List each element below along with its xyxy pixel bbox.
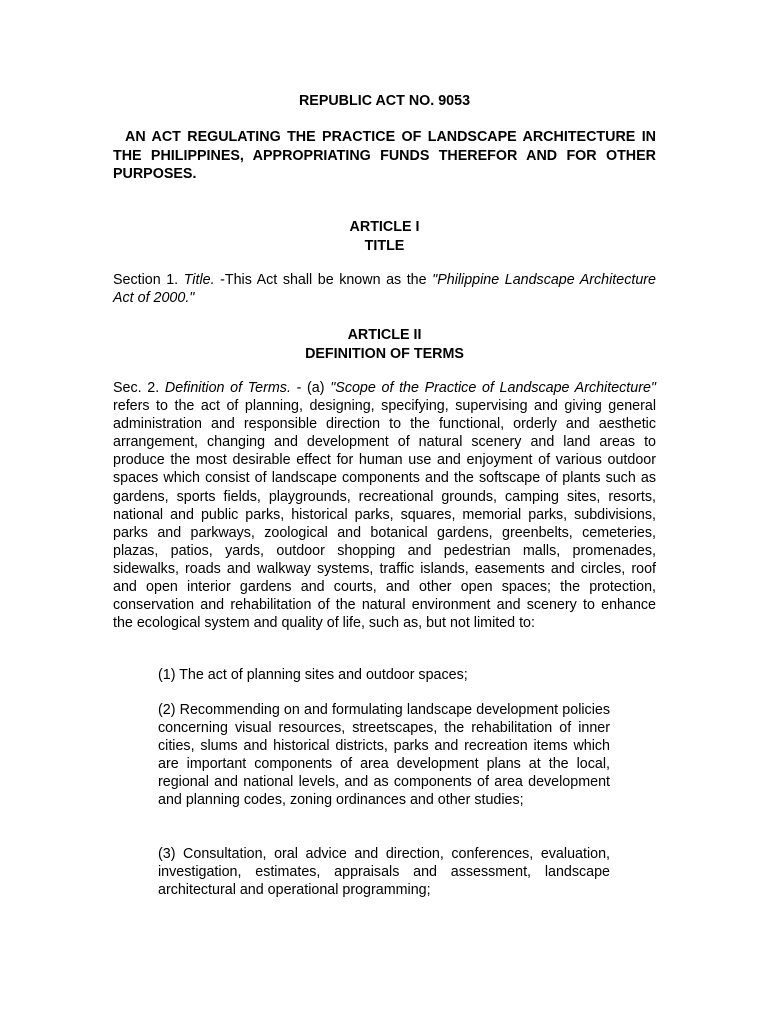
article-2-heading bbox=[113, 326, 656, 363]
section-2-label: Sec. 2. bbox=[113, 380, 165, 396]
section-1-text: -This Act shall be known as the bbox=[214, 272, 433, 288]
article-1-number: ARTICLE I bbox=[349, 219, 420, 235]
section-1-label: Section 1. bbox=[113, 272, 184, 288]
section-1-paragraph bbox=[113, 271, 656, 307]
section-1-act-name: "Philippine Landscape Architecture Act of 2000." bbox=[113, 272, 656, 307]
article-2-title: DEFINITION OF TERMS bbox=[305, 345, 464, 362]
definition-item-3: (3) Consultation, oral advice and direction, conferences, evaluation, investigation, estimates, appraisals and assessment, landscape architectural and operational programming; bbox=[158, 846, 610, 898]
section-2-scope-term: "Scope of the Practice of Landscape Architecture" bbox=[330, 380, 657, 396]
article-1-heading bbox=[113, 218, 656, 255]
article-1-title: TITLE bbox=[364, 237, 405, 254]
definition-item-2: (2) Recommending on and formulating landscape development policies concerning visual resources, streetscapes, the rehabilitation of inner cities, slums and historical districts, parks and recreation items which are important components of area development plans at the local, regional and national levels, and as components of area development and planning codes, zoning ordinances and other studies; bbox=[158, 702, 610, 808]
document-page bbox=[113, 0, 656, 1024]
section-2-body: refers to the act of planning, designing, specifying, supervising and giving general administration and responsible direction to the functional, orderly and aesthetic arrangement, changing and development of natural scenery and land areas to produce the most desirable effect for human use and enjoyment of various outdoor spaces which consist of landscape components and the softscape of plants such as gardens, sports fields, playgrounds, recreational grounds, camping sites, resorts, national and public parks, historical parks, squares, memorial parks, subdivisions, parks and parkways, zoological and botanical gardens, greenbelts, cemeteries, plazas, patios, yards, outdoor shopping and pedestrian malls, promenades, sidewalks, roads and walkway systems, traffic islands, easements and circles, roof and open interior gardens and courts, and other open spaces; the protection, conservation and rehabilitation of the natural environment and scenery to enhance the ecological system and quality of life, such as, but not limited to: bbox=[113, 398, 656, 632]
section-2-paragraph bbox=[113, 379, 656, 632]
section-1-title: Title. bbox=[183, 272, 215, 288]
act-number-heading: REPUBLIC ACT NO. 9053 bbox=[298, 93, 471, 109]
act-title: AN ACT REGULATING THE PRACTICE OF LANDSCAPE ARCHITECTURE IN THE PHILIPPINES, APPROPRIATING FUNDS THEREFOR AND FOR OTHER PURPOSES. bbox=[113, 129, 656, 182]
section-2-subsection-a: - (a) bbox=[290, 380, 331, 396]
article-2-number: ARTICLE II bbox=[347, 327, 422, 343]
definition-item-1: (1) The act of planning sites and outdoor spaces; bbox=[158, 667, 468, 683]
section-2-title: Definition of Terms. bbox=[164, 380, 291, 396]
